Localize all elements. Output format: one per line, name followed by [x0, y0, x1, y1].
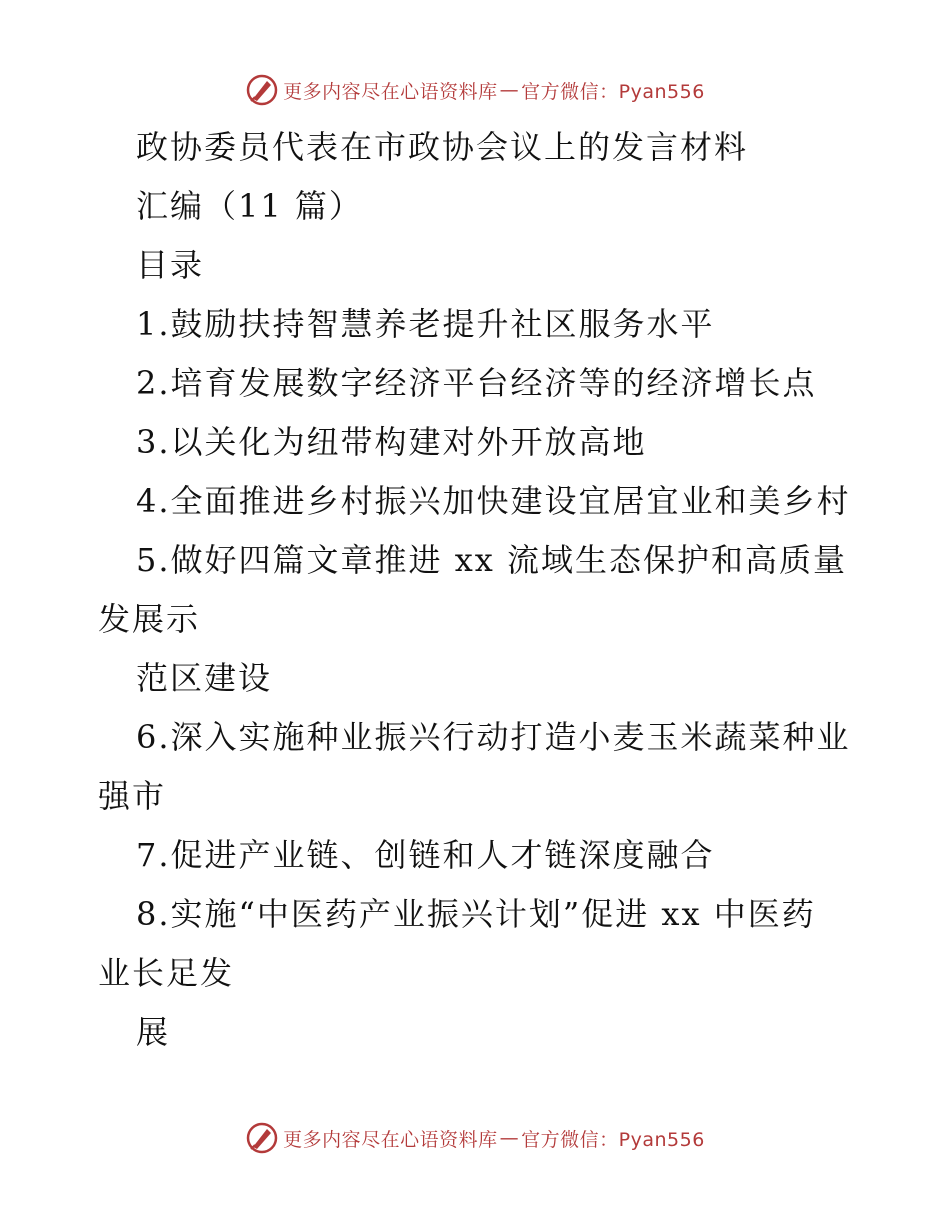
toc-item: 4.全面推进乡村振兴加快建设宜居宜业和美乡村 — [136, 482, 851, 520]
banner-text: 更多内容尽在心语资料库 — [283, 80, 498, 103]
toc-item-continuation: 展 — [136, 1013, 171, 1051]
toc-item: 5.做好四篇文章推进 xx 流域生态保护和高质量 — [136, 541, 847, 579]
toc-item-continuation: 范区建设 — [136, 659, 273, 697]
doc-title-line-1: 政协委员代表在市政协会议上的发言材料 — [136, 128, 749, 166]
toc-item: 1.鼓励扶持智慧养老提升社区服务水平 — [136, 305, 715, 343]
quill-pen-logo-icon — [245, 1121, 279, 1155]
header-banner — [0, 70, 950, 110]
toc-item: 7.促进产业链、创链和人才链深度融合 — [136, 836, 715, 874]
footer-banner — [0, 1118, 950, 1158]
toc-item: 2.培育发展数字经济平台经济等的经济增长点 — [136, 364, 817, 402]
document-body — [98, 118, 853, 1062]
toc-item: 8.实施“中医药产业振兴计划”促进 xx 中医药 — [136, 895, 816, 933]
quill-pen-logo-icon — [245, 73, 279, 107]
toc-item-continuation: 业长足发 — [98, 954, 235, 992]
toc-item-continuation: 强市 — [98, 777, 167, 815]
banner-wechat: 官方微信：Pyan556 — [521, 80, 705, 103]
banner-wechat: 官方微信：Pyan556 — [521, 1128, 705, 1151]
banner-text: 更多内容尽在心语资料库 — [283, 1128, 498, 1151]
toc-heading: 目录 — [136, 246, 205, 284]
banner-dash: — — [499, 79, 520, 101]
banner-dash: — — [499, 1127, 520, 1149]
toc-item: 6.深入实施种业振兴行动打造小麦玉米蔬菜种业 — [136, 718, 851, 756]
doc-title-line-2: 汇编（11 篇） — [136, 187, 363, 225]
toc-item-continuation: 发展示 — [98, 600, 201, 638]
toc-item: 3.以关化为纽带构建对外开放高地 — [136, 423, 647, 461]
